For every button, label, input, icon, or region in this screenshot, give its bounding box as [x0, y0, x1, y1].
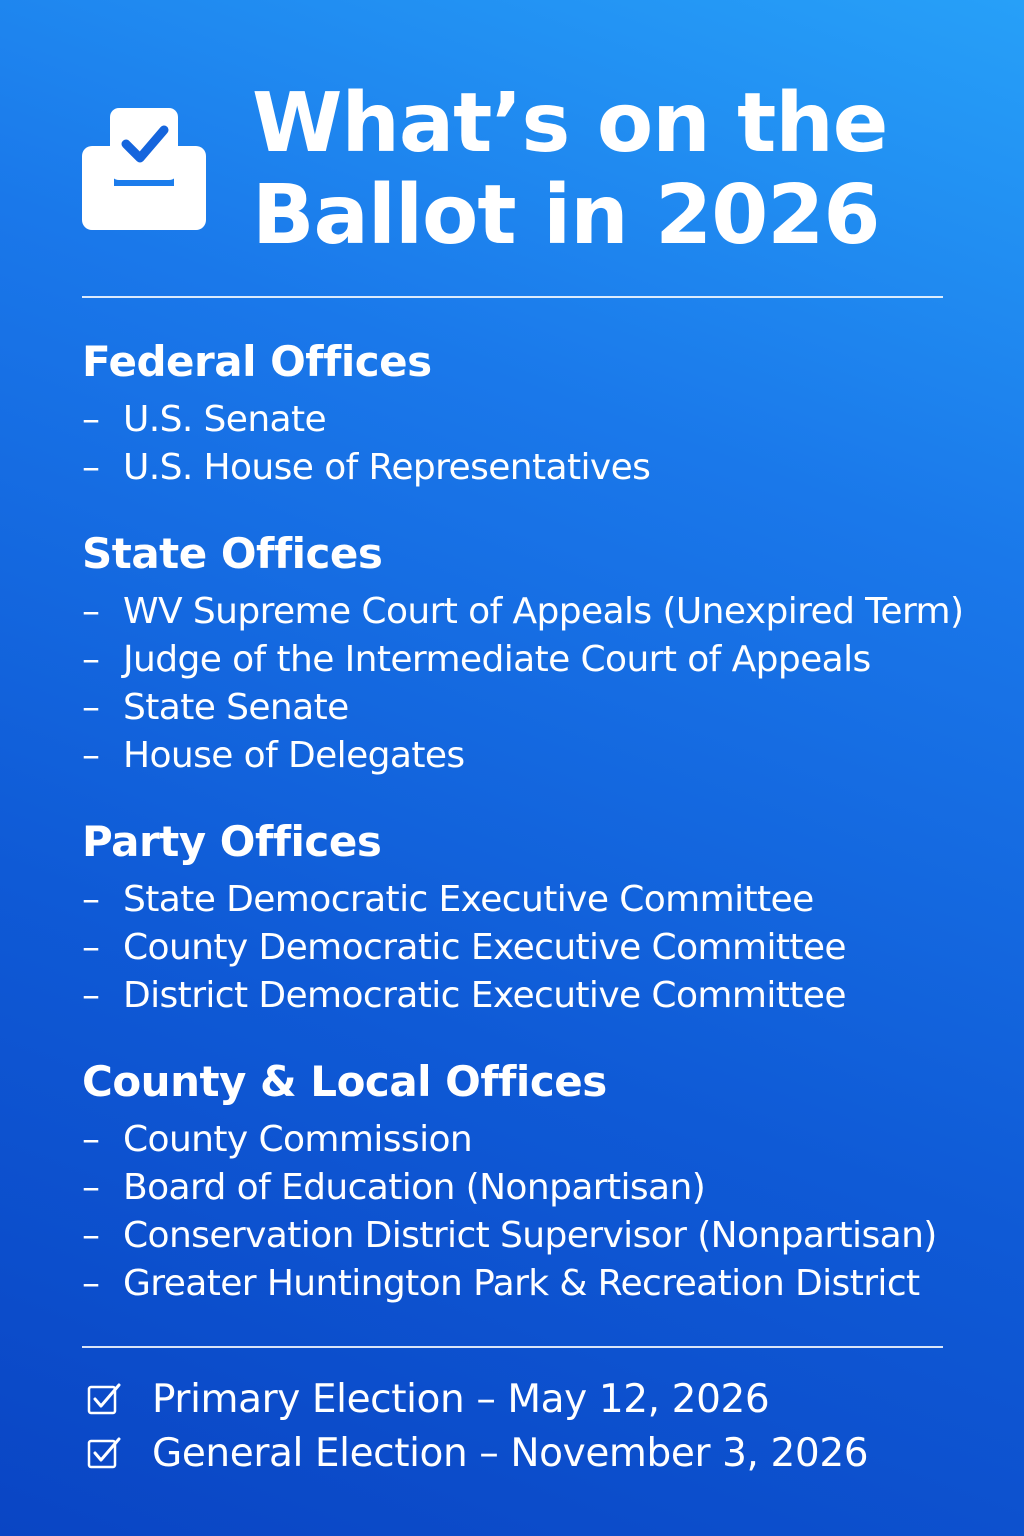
section-title: Federal Offices — [82, 337, 432, 386]
header — [82, 78, 982, 268]
list-item: – County Commission — [82, 1119, 473, 1160]
section-title: Party Offices — [82, 817, 382, 866]
section-county-local-offices — [82, 1056, 1017, 1308]
section-title: County & Local Offices — [82, 1057, 607, 1106]
section-party-offices — [82, 816, 1017, 1020]
title-line-2: Ballot in 2026 — [252, 168, 880, 263]
page-title — [252, 78, 887, 262]
checkbox-checked-icon — [86, 1435, 122, 1471]
general-election-row — [86, 1426, 868, 1480]
section-title: State Offices — [82, 529, 383, 578]
section-state-offices — [82, 528, 1017, 780]
list-item: – State Senate — [82, 687, 349, 728]
list-item: – House of Delegates — [82, 735, 465, 776]
ballot-box-icon — [82, 104, 210, 232]
bottom-divider — [82, 1346, 943, 1348]
section-federal-offices — [82, 336, 1017, 492]
primary-election-date: Primary Election – May 12, 2026 — [152, 1376, 770, 1422]
election-dates — [86, 1372, 868, 1480]
list-item: – County Democratic Executive Committee — [82, 927, 846, 968]
primary-election-row — [86, 1372, 868, 1426]
list-item: – U.S. House of Representatives — [82, 447, 651, 488]
title-line-1: What’s on the — [252, 76, 888, 171]
list-item: – WV Supreme Court of Appeals (Unexpired Term) — [82, 591, 964, 632]
list-item: – Greater Huntington Park & Recreation District — [82, 1263, 920, 1304]
checkbox-checked-icon — [86, 1381, 122, 1417]
list-item: – U.S. Senate — [82, 399, 327, 440]
general-election-date: General Election – November 3, 2026 — [152, 1430, 869, 1476]
top-divider — [82, 296, 943, 298]
list-item: – Board of Education (Nonpartisan) — [82, 1167, 706, 1208]
list-item: – District Democratic Executive Committee — [82, 975, 846, 1016]
list-item: – Judge of the Intermediate Court of Appeals — [82, 639, 871, 680]
list-item: – State Democratic Executive Committee — [82, 879, 814, 920]
list-item: – Conservation District Supervisor (Nonpartisan) — [82, 1215, 937, 1256]
